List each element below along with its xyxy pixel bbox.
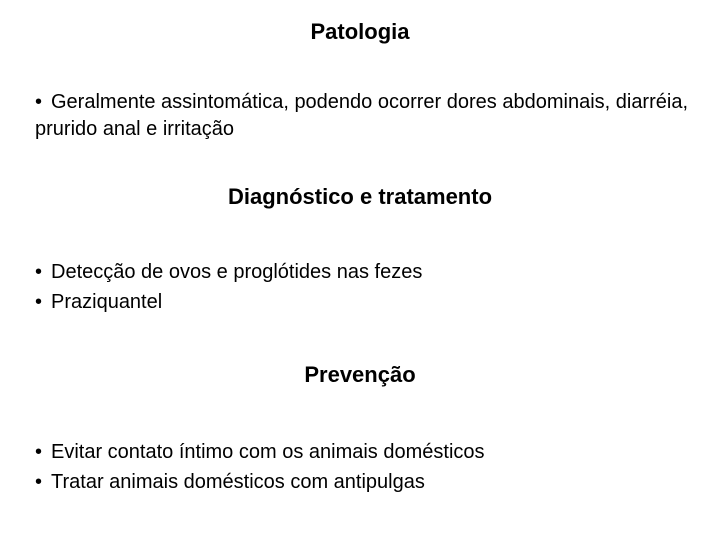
list-item-text: Praziquantel [51, 291, 163, 313]
list-item [35, 257, 695, 287]
section-title-patologia: Patologia [310, 19, 410, 44]
list-item [35, 467, 695, 497]
section-title-diagnostico: Diagnóstico e tratamento [227, 184, 493, 209]
bullet-icon: • [35, 291, 43, 313]
prevencao-list [35, 437, 695, 497]
bullet-icon: • [35, 261, 43, 283]
patologia-text: Geralmente assintomática, podendo ocorrer dores abdominais, diarréia, prurido anal e irritação [35, 91, 689, 140]
diagnostico-list [35, 257, 695, 317]
bullet-icon: • [35, 471, 43, 493]
bullet-icon: • [35, 441, 43, 463]
list-item-text: Detecção de ovos e proglótides nas fezes [51, 261, 423, 283]
bullet-icon: • [35, 91, 43, 113]
list-item-text: Tratar animais domésticos com antipulgas [51, 471, 425, 493]
patologia-paragraph [35, 89, 695, 143]
list-item [35, 437, 695, 467]
section-title-prevencao: Prevenção [304, 362, 416, 387]
list-item [35, 287, 695, 317]
list-item-text: Evitar contato íntimo com os animais domésticos [51, 441, 485, 463]
